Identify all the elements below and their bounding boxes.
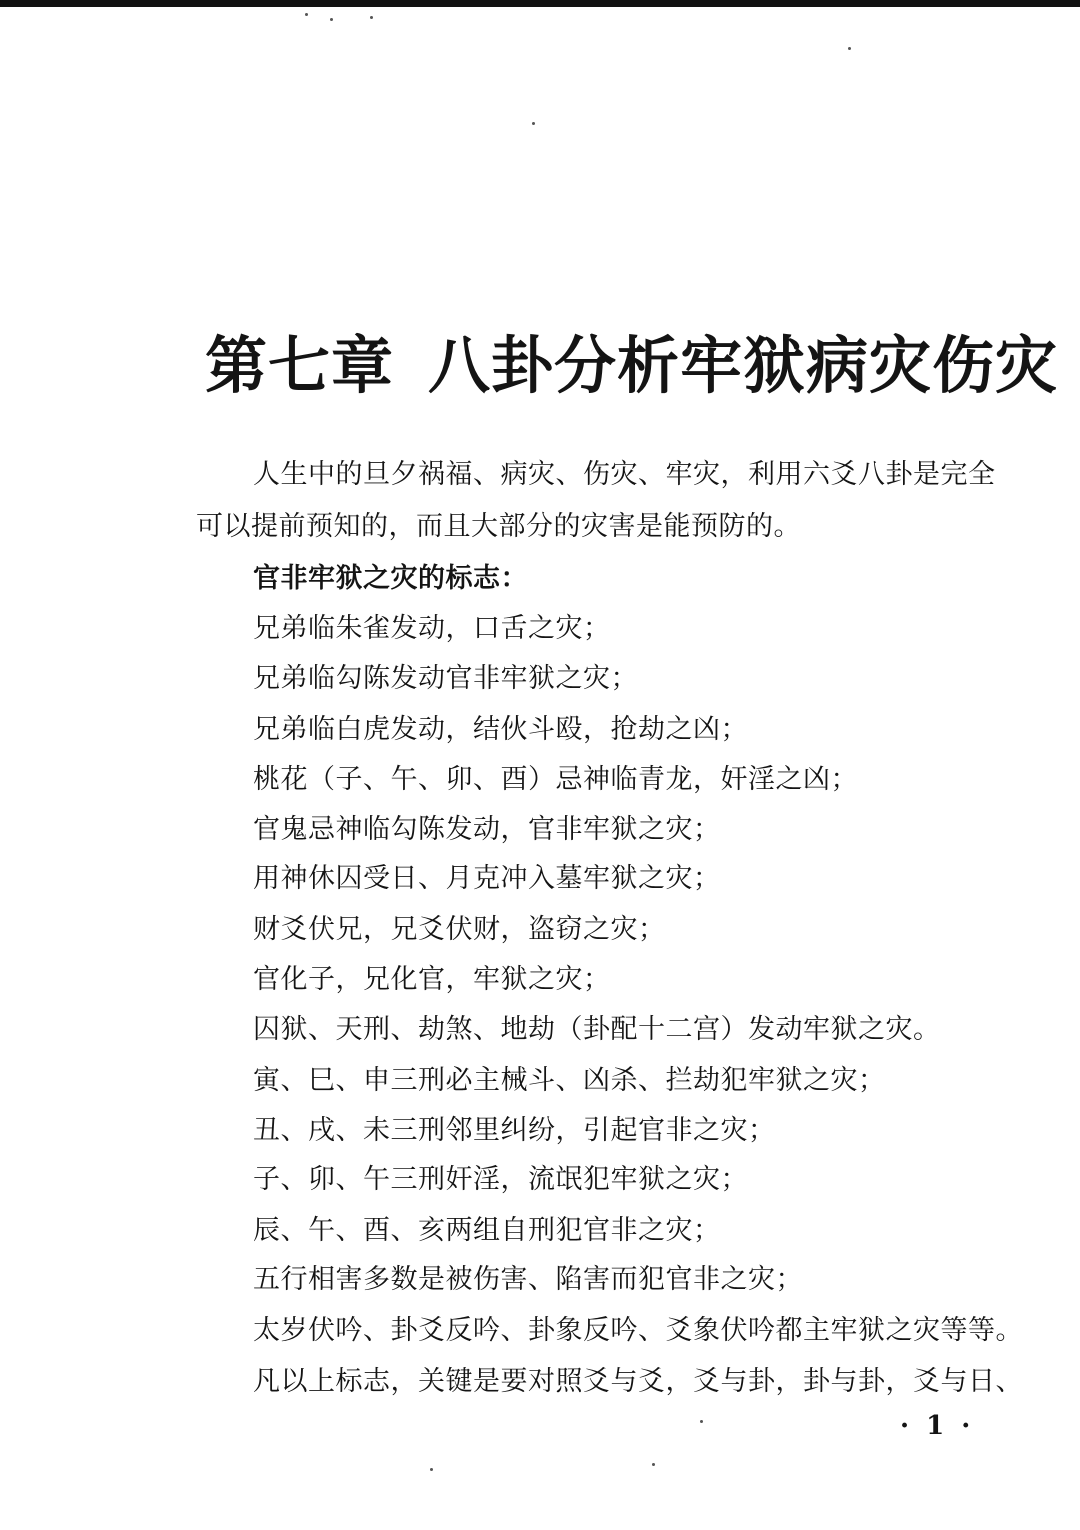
chapter-title bbox=[205, 329, 1059, 402]
sign-line: 丑、戌、未三刑邻里纠纷，引起官非之灾； bbox=[253, 1115, 776, 1146]
scan-speck bbox=[370, 16, 373, 19]
sign-line: 官化子，兄化官，牢狱之灾； bbox=[253, 964, 611, 995]
chapter-name: 八卦分析牢狱病灾伤灾 bbox=[428, 329, 1059, 402]
sign-line: 五行相害多数是被伤害、陷害而犯官非之灾； bbox=[253, 1264, 803, 1295]
scan-speck bbox=[652, 1463, 655, 1466]
sign-line: 兄弟临勾陈发动官非牢狱之灾； bbox=[253, 663, 638, 694]
scan-top-border bbox=[0, 0, 1080, 7]
section-heading: 官非牢狱之灾的标志： bbox=[253, 563, 528, 594]
sign-line: 桃花（子、午、卯、酉）忌神临青龙，奸淫之凶； bbox=[253, 764, 858, 795]
sign-line: 兄弟临白虎发动，结伙斗殴，抢劫之凶； bbox=[253, 714, 748, 745]
sign-line: 寅、巳、申三刑必主械斗、凶杀、拦劫犯牢狱之灾； bbox=[253, 1065, 886, 1096]
page-number: · 1 · bbox=[900, 1411, 975, 1441]
intro-line-2: 可以提前预知的，而且大部分的灾害是能预防的。 bbox=[196, 511, 801, 542]
sign-line: 子、卯、午三刑奸淫，流氓犯牢狱之灾； bbox=[253, 1164, 748, 1195]
sign-line: 太岁伏吟、卦爻反吟、卦象反吟、爻象伏吟都主牢狱之灾等等。 bbox=[253, 1315, 1023, 1346]
chapter-number: 第七章 bbox=[205, 329, 395, 402]
sign-line: 财爻伏兄，兄爻伏财，盗窃之灾； bbox=[253, 914, 666, 945]
scan-speck bbox=[700, 1420, 703, 1423]
sign-line: 用神休囚受日、月克冲入墓牢狱之灾； bbox=[253, 863, 721, 894]
scan-speck bbox=[430, 1468, 433, 1471]
intro-line-1: 人生中的旦夕祸福、病灾、伤灾、牢灾，利用六爻八卦是完全 bbox=[253, 459, 996, 490]
scan-speck bbox=[305, 13, 308, 16]
scan-speck bbox=[848, 47, 851, 50]
sign-line: 辰、午、酉、亥两组自刑犯官非之灾； bbox=[253, 1215, 721, 1246]
scan-speck bbox=[330, 18, 333, 21]
sign-line: 凡以上标志，关键是要对照爻与爻，爻与卦，卦与卦，爻与日、 bbox=[253, 1366, 1023, 1397]
scan-speck bbox=[532, 122, 535, 125]
sign-line: 官鬼忌神临勾陈发动，官非牢狱之灾； bbox=[253, 814, 721, 845]
sign-line: 兄弟临朱雀发动，口舌之灾； bbox=[253, 613, 611, 644]
sign-line: 囚狱、天刑、劫煞、地劫（卦配十二宫）发动牢狱之灾。 bbox=[253, 1014, 941, 1045]
